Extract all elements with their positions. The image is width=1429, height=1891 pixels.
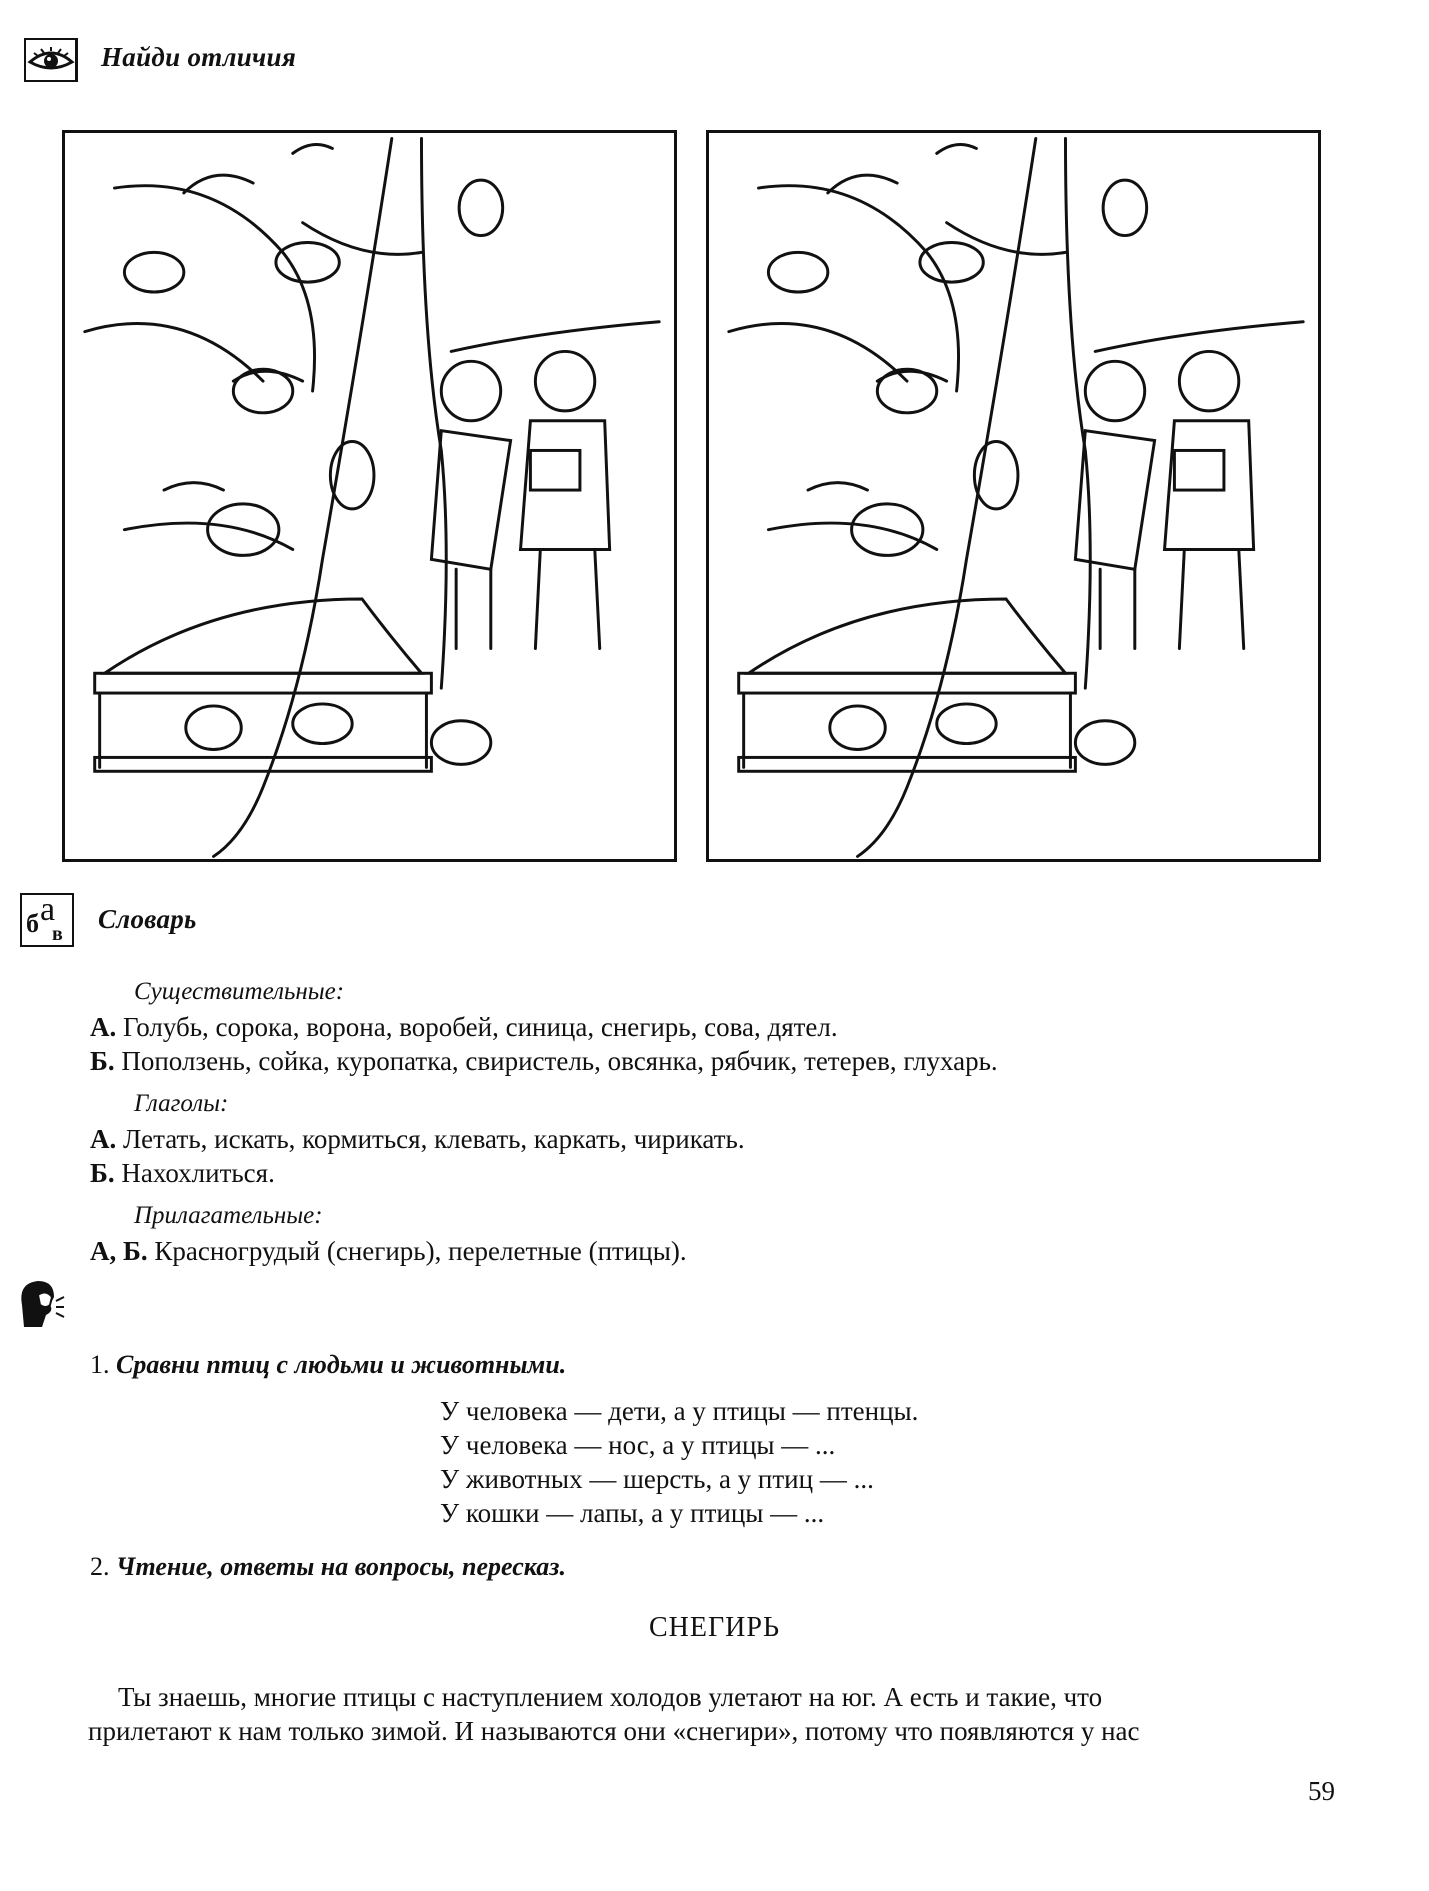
verbs-line-a: А. Летать, искать, кормиться, клевать, каркать, чирикать. — [90, 1124, 745, 1154]
picture-left — [62, 130, 677, 862]
story-title: СНЕГИРЬ — [648, 1612, 781, 1643]
task-2: 2. Чтение, ответы на вопросы, пересказ. — [90, 1552, 566, 1581]
example-line: У кошки — лапы, а у птицы — ... — [440, 1498, 825, 1528]
eye-icon — [24, 38, 78, 82]
dictionary-title: Словарь — [98, 904, 197, 934]
adjectives-label: Прилагательные: — [134, 1202, 323, 1229]
nouns-line-a: А. Голубь, сорока, ворона, воробей, синица, снегирь, сова, дятел. — [90, 1012, 838, 1042]
winter-scene-illustration-right — [709, 133, 1318, 859]
nouns-line-b: Б. Поползень, сойка, куропатка, свиристель, овсянка, рябчик, тетерев, глухарь. — [90, 1046, 998, 1076]
page-title: Найди отличия — [101, 42, 297, 72]
example-line: У животных — шерсть, а у птиц — ... — [440, 1464, 874, 1494]
story-paragraph-line: Ты знаешь, многие птицы с наступлением холодов улетают на юг. А есть и такие, что — [118, 1682, 1103, 1712]
speaking-person-icon — [16, 1275, 66, 1331]
verbs-line-b: Б. Нахохлиться. — [90, 1158, 275, 1188]
nouns-label: Существительные: — [134, 978, 345, 1005]
picture-right — [706, 130, 1321, 862]
alphabet-icon: б а в — [20, 893, 74, 947]
example-line: У человека — нос, а у птицы — ... — [440, 1430, 836, 1460]
winter-scene-illustration-left — [65, 133, 674, 859]
task-1: 1. Сравни птиц с людьми и животными. — [90, 1350, 567, 1379]
adjectives-line: А, Б. Красногрудый (снегирь), перелетные (птицы). — [90, 1236, 687, 1266]
page-number: 59 — [1308, 1776, 1335, 1806]
story-paragraph-line: прилетают к нам только зимой. И называются они «снегири», потому что появляются у нас — [88, 1716, 1140, 1746]
verbs-label: Глаголы: — [134, 1090, 229, 1117]
example-line: У человека — дети, а у птицы — птенцы. — [440, 1396, 919, 1426]
